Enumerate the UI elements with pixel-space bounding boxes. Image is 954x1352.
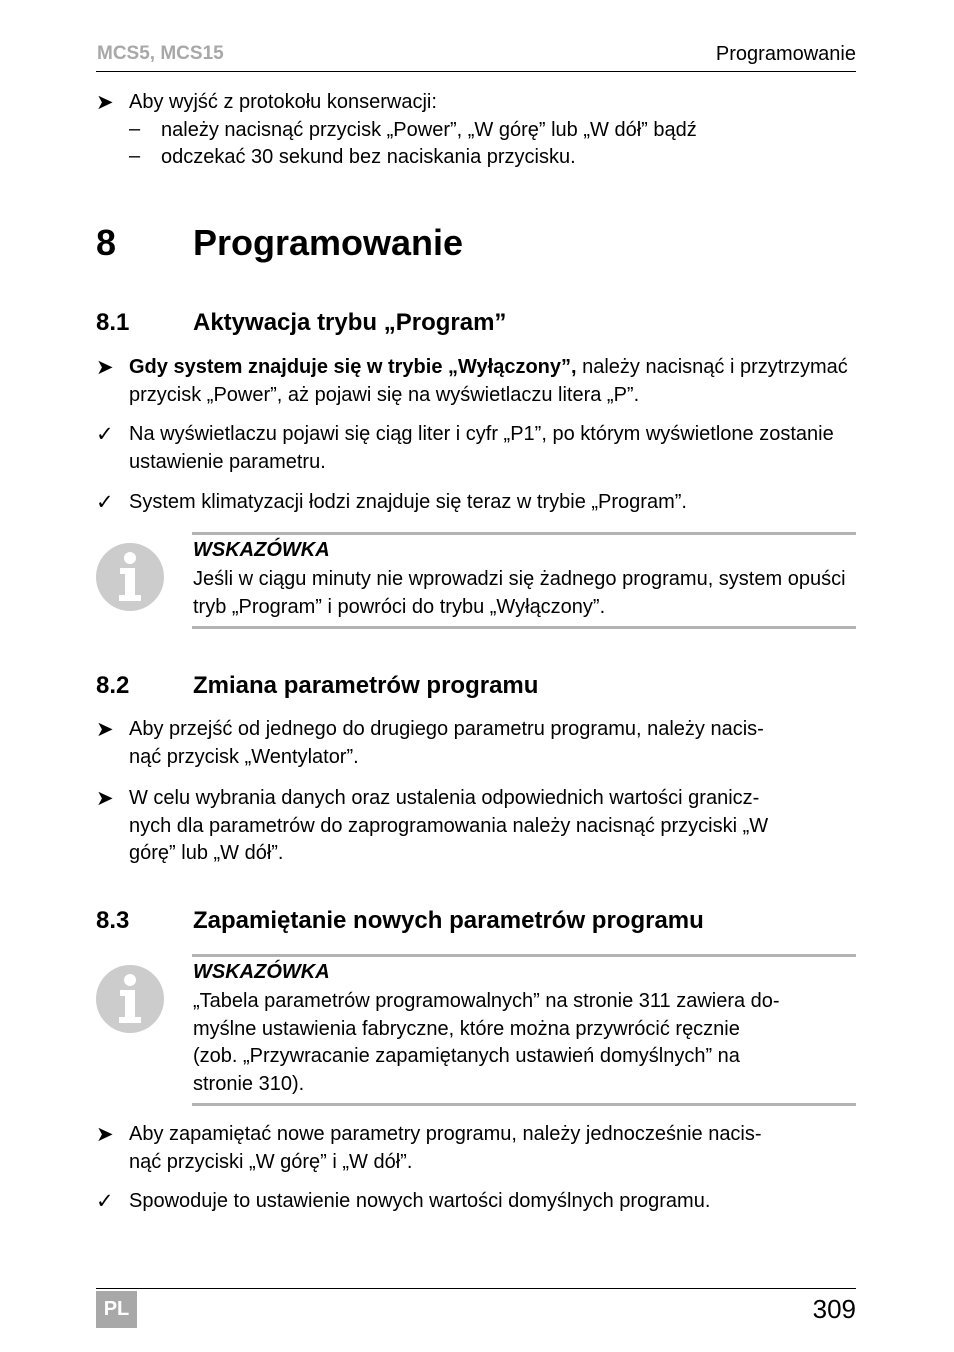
- arrow-bullet-icon: ➤: [96, 787, 114, 810]
- header-section: Programowanie: [715, 43, 856, 65]
- note-text-line-3: (zob. „Przywracanie zapamiętanych ustawień domyślnych” na: [193, 1045, 740, 1067]
- section-title: Zmiana parametrów programu: [193, 672, 539, 699]
- note-title: WSKAZÓWKA: [193, 961, 330, 983]
- s82-step-1-line-1: Aby przejść od jednego do drugiego parametru programu, należy nacis-: [129, 718, 764, 740]
- section-8-1-heading: [96, 309, 506, 337]
- s82-step-2-line-2: nych dla parametrów do zaprogramowania należy nacisnąć przyciski „W: [129, 814, 769, 837]
- dash-bullet: –: [129, 118, 141, 140]
- s82-step-2: [129, 785, 859, 868]
- note-rule-top: [192, 954, 856, 957]
- s83-step-1-line-2: nąć przyciski „W górę” i „W dół”.: [129, 1150, 413, 1173]
- section-title: Aktywacja trybu „Program”: [193, 309, 507, 336]
- check-icon: ✓: [96, 423, 114, 446]
- s81-result-1: Na wyświetlaczu pojawi się ciąg liter i cyfr „P1”, po którym wyświetlone zostanie ustawienie parametru.: [129, 423, 834, 473]
- info-icon: [96, 543, 164, 611]
- note-text-line-4: stronie 310).: [193, 1072, 305, 1095]
- s83-step-1-line-1: Aby zapamiętać nowe parametry programu, należy jednocześnie nacis-: [129, 1123, 762, 1145]
- section-8-3-heading: [96, 907, 704, 935]
- s82-step-2-line-1: W celu wybrania danych oraz ustalenia odpowiednich wartości granicz-: [129, 787, 760, 809]
- arrow-bullet-icon: ➤: [96, 1123, 114, 1146]
- section-8-2-heading: [96, 672, 538, 700]
- note-text-line-2: myślne ustawienia fabryczne, które można przywrócić ręcznie: [193, 1017, 740, 1040]
- section-number: 8.2: [96, 672, 130, 699]
- footer-rule: [96, 1288, 856, 1289]
- s81-step-1: [129, 354, 859, 409]
- s82-step-1: [129, 716, 859, 771]
- chapter-heading: [96, 222, 463, 264]
- section-title: Zapamiętanie nowych parametrów programu: [193, 907, 704, 934]
- check-icon: ✓: [96, 1190, 114, 1213]
- note-rule-bottom: [192, 626, 856, 629]
- chapter-title: Programowanie: [193, 222, 464, 263]
- s83-step-1: [129, 1121, 859, 1176]
- s81-step-1-bold: Gdy system znajduje się w trybie „Wyłączony”,: [129, 356, 577, 378]
- arrow-bullet-icon: ➤: [96, 718, 114, 741]
- check-icon: ✓: [96, 491, 114, 514]
- header-rule: [96, 71, 856, 72]
- section-number: 8.3: [96, 907, 130, 934]
- page-number: 309: [812, 1294, 856, 1324]
- arrow-bullet-icon: ➤: [96, 356, 114, 379]
- s83-result-1: Spowoduje to ustawienie nowych wartości domyślnych programu.: [129, 1190, 711, 1212]
- note-text: [193, 988, 858, 1098]
- note-rule-top: [192, 532, 856, 535]
- note-title: WSKAZÓWKA: [193, 539, 330, 561]
- section-number: 8.1: [96, 309, 130, 336]
- s81-result-2: System klimatyzacji łodzi znajduje się teraz w trybie „Program”.: [129, 491, 687, 513]
- chapter-number: 8: [96, 222, 117, 263]
- s82-step-2-line-3: górę” lub „W dół”.: [129, 842, 284, 864]
- note-text: Jeśli w ciągu minuty nie wprowadzi się żadnego programu, system opuści tryb „Program” i powróci do trybu „Wyłączony”.: [193, 568, 846, 618]
- note-text-line-1: „Tabela parametrów programowalnych” na stronie 311 zawiera do-: [193, 990, 780, 1012]
- note-rule-bottom: [192, 1103, 856, 1106]
- header-model: MCS5, MCS15: [97, 43, 224, 64]
- arrow-bullet-icon: ➤: [96, 91, 114, 114]
- intro-item-1: należy nacisnąć przycisk „Power”, „W górę” lub „W dół” bądź: [161, 119, 697, 141]
- info-icon: [96, 965, 164, 1033]
- language-badge: PL: [96, 1291, 137, 1328]
- s82-step-1-line-2: nąć przycisk „Wentylator”.: [129, 745, 359, 768]
- intro-item-2: odczekać 30 sekund bez naciskania przycisku.: [161, 146, 576, 168]
- s81-step-1-rest: należy nacisnąć i przytrzymać przycisk „Power”, aż pojawi się na wyświetlaczu litera „P”.: [129, 356, 848, 406]
- dash-bullet: –: [129, 145, 141, 167]
- intro-lead: Aby wyjść z protokołu konserwacji:: [129, 91, 437, 113]
